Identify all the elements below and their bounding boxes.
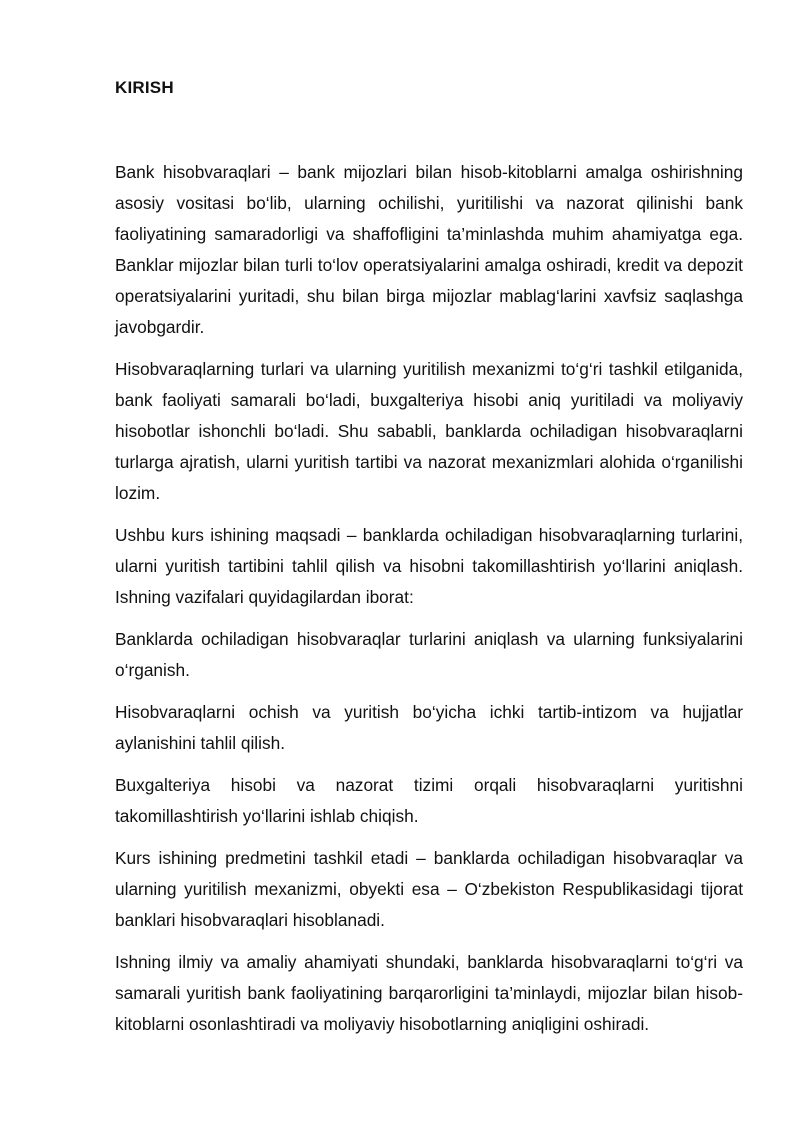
paragraph-subject-object: Kurs ishining predmetini tashkil etadi – banklarda ochiladigan hisobvaraqlar va ularning yuritilish mexanizmi, obyekti esa – O‘zbekiston Respublikasidagi tijorat banklari hisobvaraqlari hisoblanadi. bbox=[115, 848, 743, 930]
paragraph-significance: Ishning ilmiy va amaliy ahamiyati shundaki, banklarda hisobvaraqlarni to‘g‘ri va samarali yuritish bank faoliyatining barqarorligini ta’minlaydi, mijozlar bilan hisob-kitoblarni osonlashtiradi va moliyaviy hisobotlarning aniqligini oshiradi. bbox=[115, 952, 743, 1034]
paragraph-task-1: Banklarda ochiladigan hisobvaraqlar turlarini aniqlash va ularning funksiyalarini o‘rganish. bbox=[115, 629, 743, 680]
document-page bbox=[115, 72, 743, 1051]
paragraph-intro: Bank hisobvaraqlari – bank mijozlari bilan hisob-kitoblarni amalga oshirishning asosiy vositasi bo‘lib, ularning ochilishi, yuritilishi va nazorat qilinishi bank faoliyatining samaradorligi va shaffofligini ta’minlashda muhim ahamiyatga ega. Banklar mijozlar bilan turli to‘lov operatsiyalarini amalga oshiradi, kredit va depozit operatsiyalarini yuritadi, shu bilan birga mijozlar mablag‘larini xavfsiz saqlashga javobgardir. bbox=[115, 162, 743, 337]
paragraph-task-2: Hisobvaraqlarni ochish va yuritish bo‘yicha ichki tartib-intizom va hujjatlar aylanishini tahlil qilish. bbox=[115, 702, 743, 753]
section-heading: KIRISH bbox=[115, 78, 174, 97]
paragraph-account-types: Hisobvaraqlarning turlari va ularning yuritilish mexanizmi to‘g‘ri tashkil etilganida, bank faoliyati samarali bo‘ladi, buxgalteriya hisobi aniq yuritiladi va moliyaviy hisobotlar ishonchli bo‘ladi. Shu sababli, banklarda ochiladigan hisobvaraqlarni turlarga ajratish, ularni yuritish tartibi va nazorat mexanizmlari alohida o‘rganilishi lozim. bbox=[115, 359, 743, 503]
paragraph-task-3: Buxgalteriya hisobi va nazorat tizimi orqali hisobvaraqlarni yuritishni takomillashtirish yo‘llarini ishlab chiqish. bbox=[115, 775, 743, 826]
paragraph-goal: Ushbu kurs ishining maqsadi – banklarda ochiladigan hisobvaraqlarning turlarini, ularni yuritish tartibini tahlil qilish va hisobni takomillashtirish yo‘llarini aniqlash. Ishning vazifalari quyidagilardan iborat: bbox=[115, 525, 743, 607]
